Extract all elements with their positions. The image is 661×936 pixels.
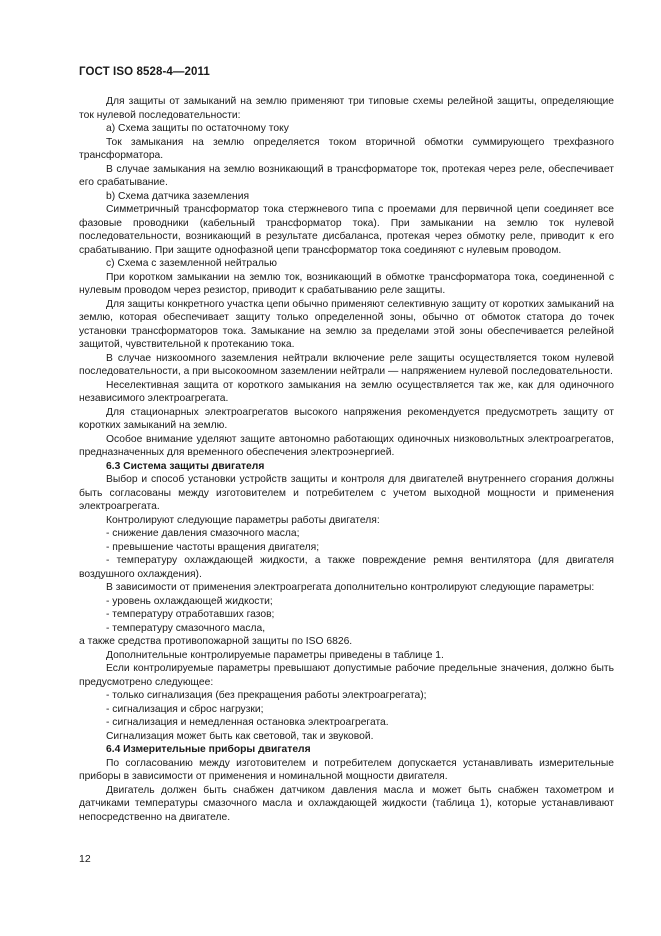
list-item: - сигнализация и сброс нагрузки;	[106, 703, 264, 715]
paragraph: По согласованию между изготовителем и потребителем допускается устанавливать измерительные приборы в зависимости от применения и номинальной мощности двигателя.	[79, 757, 614, 782]
paragraph: Дополнительные контролируемые параметры приведены в таблице 1.	[106, 649, 444, 661]
section-heading: 6.3 Система защиты двигателя	[106, 460, 265, 472]
list-item: - температуру смазочного масла,	[106, 622, 266, 634]
document-header: ГОСТ ISO 8528-4—2011	[79, 66, 210, 78]
paragraph: Для стационарных электроагрегатов высокого напряжения рекомендуется предусмотреть защиту от коротких замыканий на землю.	[79, 406, 614, 431]
paragraph: а) Схема защиты по остаточному току	[106, 123, 289, 134]
list-item: - снижение давления смазочного масла;	[106, 528, 300, 539]
list-item: - температуру охлаждающей жидкости, а также повреждение ремня вентилятора (для двигателя воздушного охлаждения).	[79, 555, 614, 580]
paragraph: Двигатель должен быть снабжен датчиком давления масла и может быть снабжен тахометром и датчиками температуры смазочного масла и охлаждающей жидкости (таблица 1), которые устанавливают непосредственно на двигателе.	[79, 784, 614, 823]
document-body	[79, 95, 614, 824]
paragraph: Неселективная защита от короткого замыкания на землю осуществляется так же, как для одиночного независимого электроагрегата.	[79, 379, 614, 404]
paragraph: Ток замыкания на землю определяется током вторичной обмотки суммирующего трехфазного трансформатора.	[79, 136, 614, 161]
paragraph: В зависимости от применения электроагрегата дополнительно контролируют следующие параметры:	[106, 582, 595, 593]
list-item: - только сигнализация (без прекращения работы электроагрегата);	[106, 690, 427, 701]
section-heading: 6.4 Измерительные приборы двигателя	[106, 744, 311, 755]
paragraph: При коротком замыкании на землю ток, возникающий в обмотке трансформатора тока, соединенной с нулевым проводом через резистор, приводит к срабатыванию реле защиты.	[79, 271, 614, 296]
list-item: - температуру отработавших газов;	[106, 609, 275, 620]
list-item: - уровень охлаждающей жидкости;	[106, 595, 273, 607]
paragraph: Для защиты конкретного участка цепи обычно применяют селективную защиту от коротких замыканий на землю, которая обеспечивает защиту только определенной зоны, обычно от обмоток статора до точек установки трансформаторов тока. Замыкание на землю за пределами этой зоны обеспечивается релейной защитой, чувствительной к протеканию тока.	[79, 298, 614, 350]
paragraph: а также средства противопожарной защиты по ISO 6826.	[79, 636, 353, 647]
paragraph: Симметричный трансформатор тока стержневого типа с проемами для первичной цепи соединяет все фазовые проводники (кабельный трансформатор тока). При замыкании на землю ток нулевой последовательности, возникающий в результате дисбаланса, протекая через обмотку реле, приводит к его срабатыванию. При защите однофазной цепи трансформатор тока соединяют с нулевым проводом.	[79, 204, 614, 256]
paragraph: c) Схема с заземленной нейтралью	[106, 258, 277, 269]
list-item: - превышение частоты вращения двигателя;	[106, 541, 320, 553]
paragraph: Контролируют следующие параметры работы двигателя:	[106, 514, 380, 526]
paragraph: Для защиты от замыканий на землю применяют три типовые схемы релейной защиты, определяющие ток нулевой последовательности:	[79, 96, 614, 121]
paragraph: В случае низкоомного заземления нейтрали включение реле защиты осуществляется током нулевой последовательности, а при высокоомном заземлении нейтрали — напряжением нулевой последовательности.	[79, 352, 614, 377]
paragraph: В случае замыкания на землю возникающий в трансформаторе ток, протекая через реле, обеспечивает его срабатывание.	[79, 163, 614, 188]
page-number: 12	[79, 853, 91, 865]
paragraph: b) Схема датчика заземления	[106, 190, 250, 202]
list-item: - сигнализация и немедленная остановка электроагрегата.	[106, 717, 389, 728]
paragraph: Если контролируемые параметры превышают допустимые рабочие предельные значения, должно быть предусмотрено следующее:	[79, 663, 614, 688]
paragraph: Выбор и способ установки устройств защиты и контроля для двигателей внутреннего сгорания должны быть согласованы между изготовителем и потребителем с учетом выходной мощности и применения электроагрегата.	[79, 474, 614, 512]
paragraph: Особое внимание уделяют защите автономно работающих одиночных низковольтных электроагрегатов, предназначенных для временного обеспечения электроэнергией.	[79, 433, 614, 458]
paragraph: Сигнализация может быть как световой, так и звуковой.	[106, 730, 374, 742]
